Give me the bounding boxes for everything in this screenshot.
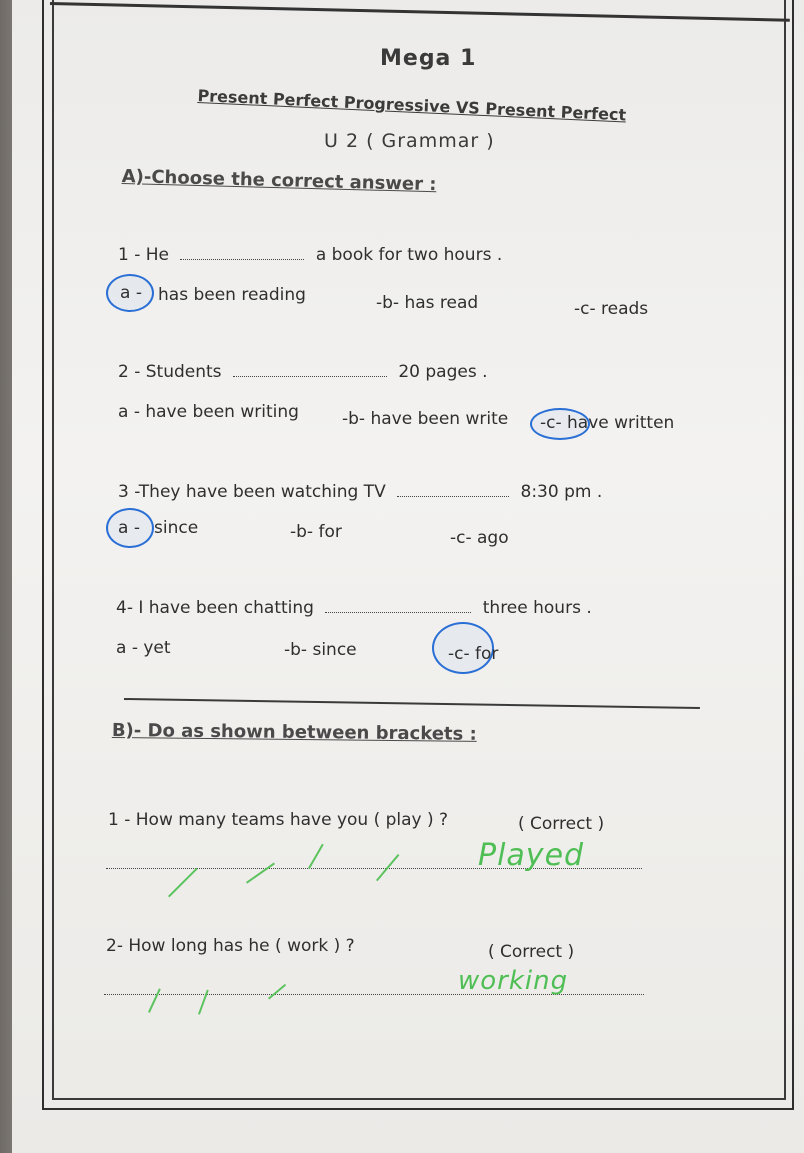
handwritten-answer-2: working: [458, 966, 569, 996]
q2-option-b[interactable]: -b- have been write: [342, 409, 509, 429]
q1-option-a-text[interactable]: has been reading: [158, 285, 306, 305]
question-1-stem: [118, 245, 502, 265]
question-3-start: 3 -They have been watching TV: [118, 482, 386, 502]
handwritten-answer-1: Played: [478, 838, 585, 873]
q3-option-c[interactable]: -c- ago: [450, 528, 509, 548]
q3-option-b[interactable]: -b- for: [290, 522, 342, 542]
b-question-2: 2- How long has he ( work ) ?: [106, 936, 355, 956]
q4-option-a[interactable]: a - yet: [116, 638, 171, 658]
section-a-heading: A)-Choose the correct answer :: [121, 166, 437, 196]
q1-option-b[interactable]: -b- has read: [376, 293, 479, 313]
question-4-stem: [116, 598, 592, 618]
q4-option-c[interactable]: -c- for: [448, 644, 499, 664]
worksheet-title: Mega 1: [380, 46, 477, 71]
q2-option-a[interactable]: a - have been writing: [118, 402, 299, 422]
question-1-blank[interactable]: [180, 247, 304, 260]
question-4-start: 4- I have been chatting: [116, 598, 314, 618]
question-4-end: three hours .: [482, 598, 592, 618]
q1-option-a-letter[interactable]: a -: [120, 283, 142, 303]
question-1-start: 1 - He: [118, 245, 169, 265]
unit-label: U 2 ( Grammar ): [324, 130, 495, 152]
question-4-blank[interactable]: [325, 600, 471, 613]
b-instruction-1: ( Correct ): [518, 814, 605, 834]
question-2-start: 2 - Students: [118, 362, 222, 382]
q4-option-b[interactable]: -b- since: [284, 640, 357, 660]
question-3-end: 8:30 pm .: [520, 482, 603, 502]
question-1-end: a book for two hours .: [315, 245, 503, 265]
b-instruction-2: ( Correct ): [488, 942, 575, 962]
q3-option-a-text[interactable]: since: [154, 518, 199, 538]
q3-option-a-letter[interactable]: a -: [118, 518, 140, 538]
page-border-inner: [52, 0, 786, 1100]
worksheet-paper: [12, 0, 804, 1153]
worksheet-subtitle: Present Perfect Progressive VS Present Perfect: [197, 86, 627, 125]
b-question-1: 1 - How many teams have you ( play ) ?: [108, 810, 449, 830]
question-2-end: 20 pages .: [398, 362, 488, 382]
question-3-blank[interactable]: [397, 484, 509, 497]
q1-option-c[interactable]: -c- reads: [574, 299, 649, 319]
question-2-blank[interactable]: [233, 364, 387, 377]
q2-option-c[interactable]: -c- have written: [540, 413, 675, 433]
section-b-heading: B)- Do as shown between brackets :: [111, 720, 477, 745]
question-3-stem: [118, 482, 602, 502]
question-2-stem: [118, 362, 488, 382]
